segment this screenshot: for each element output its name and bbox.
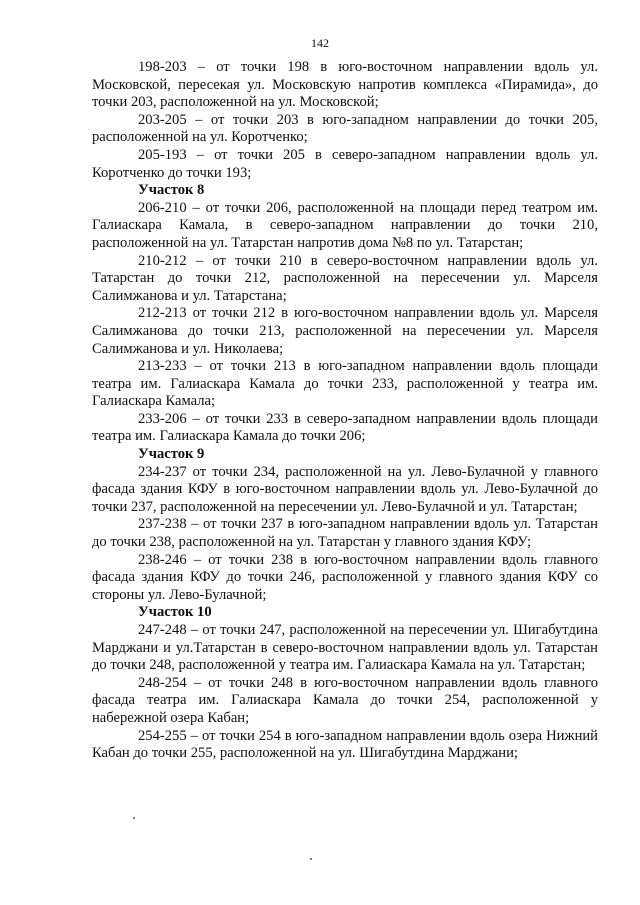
paragraph-233-206: 233-206 – от точки 233 в северо-западном направлении вдоль площади театра им. Галиаскара Камала до точки 206; — [92, 410, 598, 445]
paragraph-198-203: 198-203 – от точки 198 в юго-восточном направлении вдоль ул. Московской, пересекая ул. Московскую напротив комплекса «Пирамида», до точки 203, расположенной на ул. Московской; — [92, 59, 598, 111]
paragraph-205-193: 205-193 – от точки 205 в северо-западном направлении вдоль ул. Коротченко до точки 193; — [92, 146, 598, 181]
section-heading-9: Участок 9 — [138, 446, 205, 463]
scan-speck — [310, 858, 312, 860]
paragraph-254-255: 254-255 – от точки 254 в юго-западном направлении вдоль озера Нижний Кабан до точки 255, расположенной на ул. Шигабутдина Марджани; — [92, 727, 598, 762]
paragraph-212-213: 212-213 от точки 212 в юго-восточном направлении вдоль ул. Марселя Салимжанова до точки 213, расположенной на пересечении ул. Марселя Салимжанова и ул. Николаева; — [92, 305, 598, 357]
page-number: 142 — [311, 36, 329, 50]
paragraph-203-205: 203-205 – от точки 203 в юго-западном направлении до точки 205, расположенной на ул. Коротченко; — [92, 111, 598, 146]
paragraph-238-246: 238-246 – от точки 238 в юго-восточном направлении вдоль главного фасада здания КФУ до точки 246, расположенной у главного здания КФУ со стороны ул. Лево-Булачной; — [92, 551, 598, 603]
paragraph-210-212: 210-212 – от точки 210 в северо-восточном направлении вдоль ул. Татарстан до точки 212, расположенной на пересечении ул. Марселя Салимжанова и ул. Татарстана; — [92, 252, 598, 304]
section-heading-10: Участок 10 — [138, 604, 212, 621]
paragraph-248-254: 248-254 – от точки 248 в юго-восточном направлении вдоль главного фасада театра им. Галиаскара Камала до точки 254, расположенной у набережной озера Кабан; — [92, 674, 598, 726]
paragraph-234-237: 234-237 от точки 234, расположенной на ул. Лево-Булачной у главного фасада здания КФУ в юго-восточном направлении вдоль ул. Лево-Булачной до точки 237, расположенной на пересечении ул. Лево-Булачной и ул. Татарстан; — [92, 463, 598, 515]
scan-speck — [133, 817, 135, 819]
paragraph-237-238: 237-238 – от точки 237 в юго-западном направлении вдоль ул. Татарстан до точки 238, расположенной на ул. Татарстан у главного здания КФУ; — [92, 516, 598, 551]
paragraph-206-210: 206-210 – от точки 206, расположенной на площади перед театром им. Галиаскара Камала, в северо-западном направлении до точки 210, расположенной на ул. Татарстан напротив дома №8 по ул. Татарстан; — [92, 199, 598, 251]
section-heading-8: Участок 8 — [138, 182, 205, 199]
document-body — [92, 59, 598, 763]
paragraph-247-248: 247-248 – от точки 247, расположенной на пересечении ул. Шигабутдина Марджани и ул.Татарстан в северо-восточном направлении вдоль ул. Татарстан до точки 248, расположенной у театра им. Галиаскара Камала на ул. Татарстан; — [92, 622, 598, 674]
paragraph-213-233: 213-233 – от точки 213 в юго-западном направлении вдоль площади театра им. Галиаскара Камала до точки 233, расположенной у театра им. Галиаскара Камала; — [92, 358, 598, 410]
